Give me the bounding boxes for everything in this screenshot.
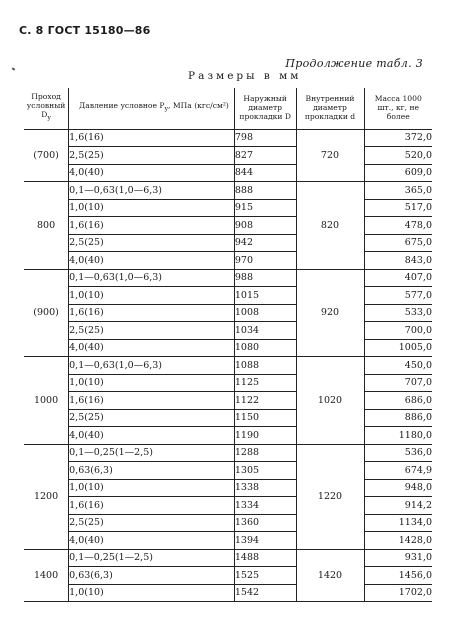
table-row — [24, 444, 432, 462]
table-row — [24, 322, 432, 340]
pressure-cell: 2,5(25) — [69, 322, 235, 340]
outer-diameter-cell: 1542 — [234, 584, 296, 602]
table-row — [24, 497, 432, 515]
pressure-cell: 4,0(40) — [69, 164, 235, 182]
inner-diameter-cell: 720 — [296, 129, 364, 182]
pressure-cell: 0,1—0,63(1,0—6,3) — [69, 357, 235, 375]
table-row — [24, 462, 432, 480]
mass-cell: 533,0 — [364, 304, 432, 322]
table-row — [24, 514, 432, 532]
outer-diameter-cell: 1338 — [234, 479, 296, 497]
outer-diameter-cell: 1305 — [234, 462, 296, 480]
pressure-cell: 0,1—0,63(1,0—6,3) — [69, 182, 235, 200]
pressure-cell: 1,0(10) — [69, 374, 235, 392]
nominal-bore-cell: 800 — [24, 182, 69, 270]
gasket-size-table — [24, 88, 432, 602]
table-row — [24, 129, 432, 147]
mass-cell: 365,0 — [364, 182, 432, 200]
mass-cell: 520,0 — [364, 147, 432, 165]
outer-diameter-cell: 1008 — [234, 304, 296, 322]
outer-diameter-cell: 888 — [234, 182, 296, 200]
mass-cell: 478,0 — [364, 217, 432, 235]
nominal-bore-cell: (900) — [24, 269, 69, 357]
inner-diameter-cell: 920 — [296, 269, 364, 357]
table-row — [24, 549, 432, 567]
pressure-cell: 0,63(6,3) — [69, 567, 235, 585]
table-row — [24, 584, 432, 602]
table-header-row — [24, 88, 432, 129]
mass-cell: 700,0 — [364, 322, 432, 340]
table-row — [24, 392, 432, 410]
outer-diameter-cell: 988 — [234, 269, 296, 287]
pressure-cell: 2,5(25) — [69, 234, 235, 252]
outer-diameter-cell: 844 — [234, 164, 296, 182]
pressure-cell: 1,6(16) — [69, 304, 235, 322]
pressure-cell: 4,0(40) — [69, 532, 235, 550]
outer-diameter-cell: 1488 — [234, 549, 296, 567]
table-row — [24, 532, 432, 550]
outer-diameter-cell: 942 — [234, 234, 296, 252]
table-row — [24, 217, 432, 235]
table-row — [24, 339, 432, 357]
mass-cell: 577,0 — [364, 287, 432, 305]
outer-diameter-cell: 1015 — [234, 287, 296, 305]
mass-cell: 931,0 — [364, 549, 432, 567]
pressure-cell: 4,0(40) — [69, 339, 235, 357]
mass-cell: 1134,0 — [364, 514, 432, 532]
mass-cell: 707,0 — [364, 374, 432, 392]
outer-diameter-cell: 1190 — [234, 427, 296, 445]
mass-cell: 1180,0 — [364, 427, 432, 445]
pressure-cell: 1,6(16) — [69, 497, 235, 515]
table-continuation-label: Продолжение табл. 3 — [285, 57, 423, 70]
table-row — [24, 409, 432, 427]
table-row — [24, 304, 432, 322]
outer-diameter-cell: 970 — [234, 252, 296, 270]
outer-diameter-cell: 1125 — [234, 374, 296, 392]
table-row — [24, 199, 432, 217]
mass-cell: 517,0 — [364, 199, 432, 217]
col-header-mass: Масса 1000 шт., кг, не более — [364, 88, 432, 129]
pressure-cell: 1,0(10) — [69, 287, 235, 305]
pressure-cell: 1,6(16) — [69, 217, 235, 235]
mass-cell: 609,0 — [364, 164, 432, 182]
table-row — [24, 164, 432, 182]
print-speck — [12, 67, 16, 70]
outer-diameter-cell: 1288 — [234, 444, 296, 462]
table-row — [24, 427, 432, 445]
outer-diameter-cell: 915 — [234, 199, 296, 217]
outer-diameter-cell: 1360 — [234, 514, 296, 532]
outer-diameter-cell: 1122 — [234, 392, 296, 410]
pressure-cell: 4,0(40) — [69, 427, 235, 445]
col-header-inner-diameter: Внутренний диаметр прокладки d — [296, 88, 364, 129]
mass-cell: 1005,0 — [364, 339, 432, 357]
pressure-cell: 0,1—0,25(1—2,5) — [69, 444, 235, 462]
nominal-bore-cell: 1000 — [24, 357, 69, 445]
mass-cell: 1456,0 — [364, 567, 432, 585]
mass-cell: 450,0 — [364, 357, 432, 375]
outer-diameter-cell: 1394 — [234, 532, 296, 550]
mass-cell: 948,0 — [364, 479, 432, 497]
table-row — [24, 269, 432, 287]
pressure-cell: 1,0(10) — [69, 199, 235, 217]
outer-diameter-cell: 908 — [234, 217, 296, 235]
table-row — [24, 567, 432, 585]
mass-cell: 686,0 — [364, 392, 432, 410]
mass-cell: 1702,0 — [364, 584, 432, 602]
outer-diameter-cell: 1088 — [234, 357, 296, 375]
pressure-cell: 2,5(25) — [69, 514, 235, 532]
outer-diameter-cell: 1334 — [234, 497, 296, 515]
page-header: С. 8 ГОСТ 15180—86 — [19, 24, 151, 37]
table-row — [24, 234, 432, 252]
pressure-cell: 0,63(6,3) — [69, 462, 235, 480]
mass-cell: 372,0 — [364, 129, 432, 147]
mass-cell: 843,0 — [364, 252, 432, 270]
pressure-cell: 4,0(40) — [69, 252, 235, 270]
mass-cell: 407,0 — [364, 269, 432, 287]
outer-diameter-cell: 1080 — [234, 339, 296, 357]
outer-diameter-cell: 798 — [234, 129, 296, 147]
pressure-cell: 1,0(10) — [69, 584, 235, 602]
pressure-cell: 2,5(25) — [69, 409, 235, 427]
table-row — [24, 479, 432, 497]
mass-cell: 886,0 — [364, 409, 432, 427]
mass-cell: 675,0 — [364, 234, 432, 252]
outer-diameter-cell: 1525 — [234, 567, 296, 585]
pressure-cell: 1,6(16) — [69, 392, 235, 410]
inner-diameter-cell: 1020 — [296, 357, 364, 445]
nominal-bore-cell: 1400 — [24, 549, 69, 602]
nominal-bore-cell: 1200 — [24, 444, 69, 549]
inner-diameter-cell: 820 — [296, 182, 364, 270]
outer-diameter-cell: 827 — [234, 147, 296, 165]
pressure-cell: 1,0(10) — [69, 479, 235, 497]
table-row — [24, 374, 432, 392]
pressure-cell: 2,5(25) — [69, 147, 235, 165]
pressure-cell: 0,1—0,63(1,0—6,3) — [69, 269, 235, 287]
outer-diameter-cell: 1150 — [234, 409, 296, 427]
table-row — [24, 147, 432, 165]
mass-cell: 536,0 — [364, 444, 432, 462]
mass-cell: 674,9 — [364, 462, 432, 480]
inner-diameter-cell: 1220 — [296, 444, 364, 549]
pressure-cell: 0,1—0,25(1—2,5) — [69, 549, 235, 567]
col-header-pressure: Давление условное $P_у$, МПа (кгс/см²) — [69, 88, 235, 129]
col-header-outer-diameter: Наружный диаметр прокладки D — [234, 88, 296, 129]
table-row — [24, 287, 432, 305]
table-row — [24, 252, 432, 270]
table-row — [24, 182, 432, 200]
sizes-caption: Размеры в мм — [188, 70, 302, 82]
table-row — [24, 357, 432, 375]
col-header-nominal: Проход условный $D_у$ — [24, 88, 69, 129]
mass-cell: 914,2 — [364, 497, 432, 515]
table-body — [24, 129, 432, 602]
inner-diameter-cell: 1420 — [296, 549, 364, 602]
outer-diameter-cell: 1034 — [234, 322, 296, 340]
nominal-bore-cell: (700) — [24, 129, 69, 182]
mass-cell: 1428,0 — [364, 532, 432, 550]
pressure-cell: 1,6(16) — [69, 129, 235, 147]
